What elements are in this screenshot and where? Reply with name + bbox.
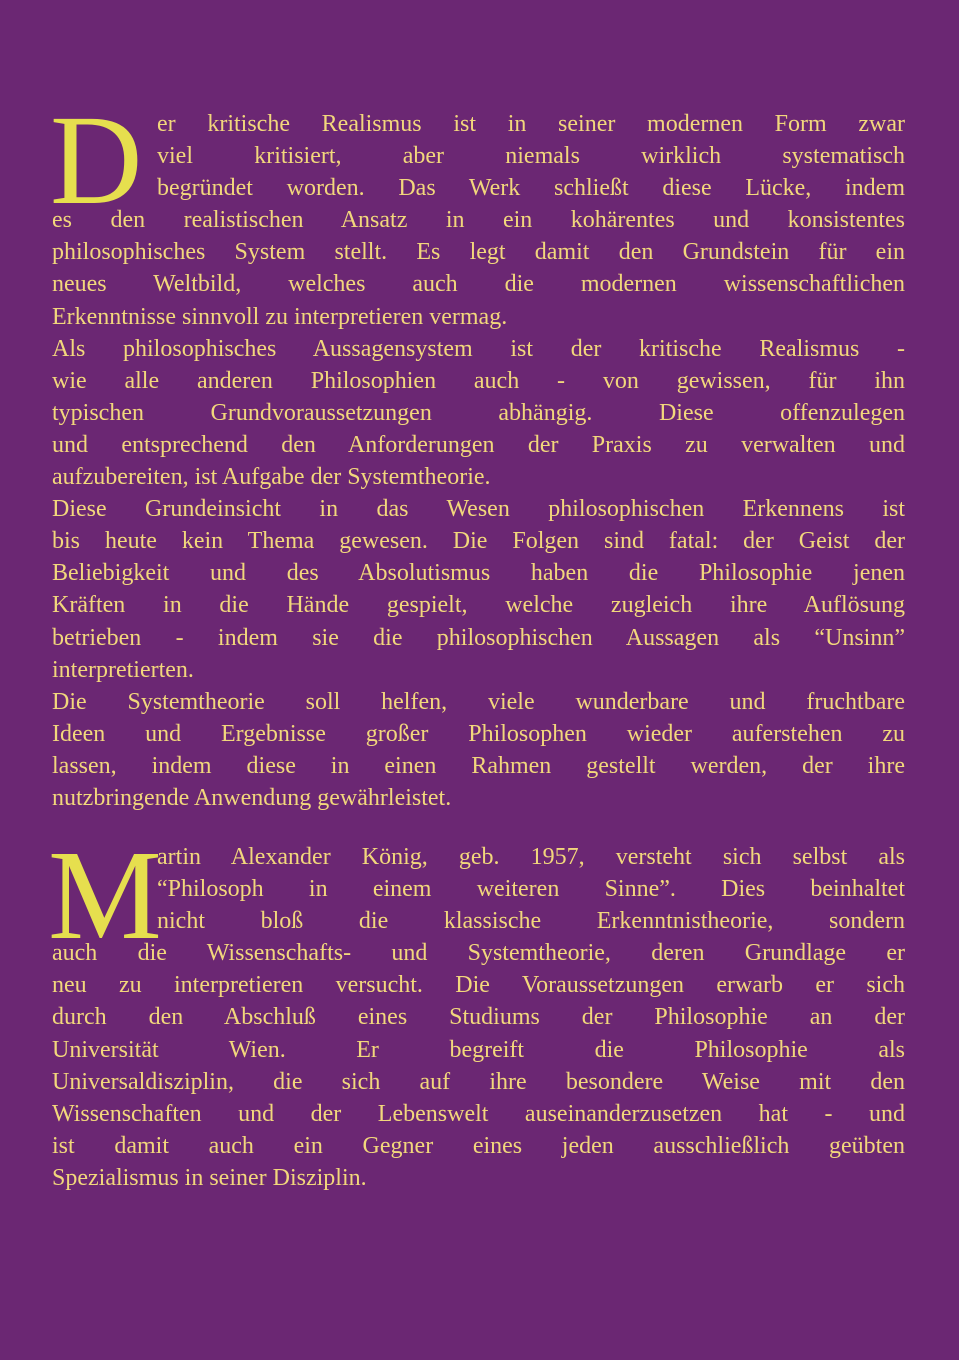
text-line: Universität Wien. Er begreift die Philosophie als	[52, 1036, 905, 1063]
text-line: nutzbringende Anwendung gewährleistet.	[52, 784, 452, 811]
author-bio-body	[52, 841, 905, 1194]
text-line: bis heute kein Thema gewesen. Die Folgen sind fatal: der Geist der	[52, 528, 905, 555]
drop-cap: D	[50, 89, 143, 231]
text-line: Ideen und Ergebnisse großer Philosophen wieder auferstehen zu	[52, 720, 905, 747]
text-line: Diese Grundeinsicht in das Wesen philosophischen Erkennens ist	[52, 496, 905, 523]
text-line: Wissenschaften und der Lebenswelt auseinanderzusetzen hat - und	[52, 1100, 905, 1127]
text-line: durch den Abschluß eines Studiums der Philosophie an der	[52, 1004, 905, 1031]
text-line: ist damit auch ein Gegner eines jeden ausschließlich geübten	[52, 1132, 905, 1159]
description-body	[52, 108, 905, 814]
text-line: aufzubereiten, ist Aufgabe der Systemtheorie.	[52, 464, 491, 491]
drop-cap: M	[48, 824, 162, 966]
text-line: philosophisches System stellt. Es legt damit den Grundstein für ein	[52, 239, 905, 266]
text-line: wie alle anderen Philosophien auch - von gewissen, für ihn	[52, 367, 905, 394]
text-line: neues Weltbild, welches auch die modernen wissenschaftlichen	[52, 271, 905, 298]
text-line: Beliebigkeit und des Absolutismus haben die Philosophie jenen	[52, 560, 905, 587]
text-line: Erkenntnisse sinnvoll zu interpretieren vermag.	[52, 303, 508, 330]
text-line: Spezialismus in seiner Disziplin.	[52, 1164, 367, 1191]
book-description	[50, 89, 905, 814]
text-line: begründet worden. Das Werk schließt diese Lücke, indem	[157, 175, 905, 202]
text-line: auch die Wissenschafts- und Systemtheorie, deren Grundlage er	[52, 940, 905, 967]
text-line: artin Alexander König, geb. 1957, versteht sich selbst als	[157, 844, 905, 870]
text-line: viel kritisiert, aber niemals wirklich systematisch	[157, 143, 905, 170]
text-line: er kritische Realismus ist in seiner modernen Form zwar	[157, 111, 905, 137]
text-line: lassen, indem diese in einen Rahmen gestellt werden, der ihre	[52, 752, 905, 779]
text-line: und entsprechend den Anforderungen der Praxis zu verwalten und	[52, 431, 905, 458]
text-line: Universaldisziplin, die sich auf ihre besondere Weise mit den	[52, 1068, 905, 1095]
text-line: Kräften in die Hände gespielt, welche zugleich ihre Auflösung	[52, 592, 905, 619]
text-line: typischen Grundvoraussetzungen abhängig. Diese offenzulegen	[52, 399, 905, 426]
text-line: betrieben - indem sie die philosophischen Aussagen als “Unsinn”	[52, 624, 905, 651]
text-line: es den realistischen Ansatz in ein kohärentes und konsistentes	[52, 207, 905, 234]
text-line: interpretierten.	[52, 656, 194, 683]
text-line: Als philosophisches Aussagensystem ist der kritische Realismus -	[52, 335, 905, 362]
author-bio	[48, 824, 905, 1194]
text-line: neu zu interpretieren versucht. Die Voraussetzungen erwarb er sich	[52, 972, 905, 999]
text-line: “Philosoph in einem weiteren Sinne”. Dies beinhaltet	[157, 876, 905, 903]
text-line: Die Systemtheorie soll helfen, viele wunderbare und fruchtbare	[52, 688, 905, 715]
text-line: nicht bloß die klassische Erkenntnistheorie, sondern	[157, 908, 905, 935]
